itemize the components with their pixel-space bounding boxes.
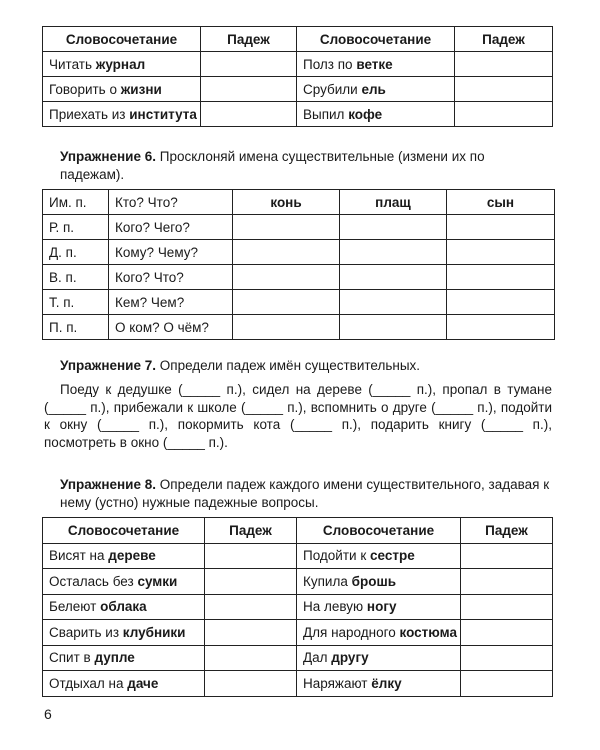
phrase-cell: Полз по ветке <box>297 52 455 77</box>
table-row <box>43 265 555 290</box>
table-row <box>43 315 555 340</box>
exercise-7-instruction: Упражнение 7. Определи падеж имён существительных. <box>60 358 421 373</box>
case-question: Кто? Что? <box>109 190 233 215</box>
answer-cell[interactable] <box>233 215 340 240</box>
case-answer-cell[interactable] <box>461 543 553 569</box>
column-header: Словосочетание <box>297 518 461 544</box>
case-question: Кому? Чему? <box>109 240 233 265</box>
table-row <box>43 543 553 569</box>
answer-cell[interactable] <box>447 290 555 315</box>
phrase-cell: Выпил кофе <box>297 102 455 127</box>
answer-cell[interactable] <box>447 265 555 290</box>
table-header-row <box>43 518 553 544</box>
column-header: Словосочетание <box>43 518 205 544</box>
case-question: Кого? Чего? <box>109 215 233 240</box>
case-label: Т. п. <box>43 290 109 315</box>
case-answer-cell[interactable] <box>455 52 553 77</box>
phrase-cell: Сварить из клубники <box>43 620 205 646</box>
phrase-cell: Читать журнал <box>43 52 201 77</box>
table-row <box>43 215 555 240</box>
phrase-cell: Срубили ель <box>297 77 455 102</box>
table-row <box>43 52 553 77</box>
column-header: сын <box>447 190 555 215</box>
table-row <box>43 77 553 102</box>
declension-table <box>42 189 555 340</box>
case-question: Кем? Чем? <box>109 290 233 315</box>
case-answer-cell[interactable] <box>461 620 553 646</box>
column-header: плащ <box>340 190 447 215</box>
case-answer-cell[interactable] <box>455 102 553 127</box>
page-number: 6 <box>44 706 52 722</box>
case-answer-cell[interactable] <box>455 77 553 102</box>
answer-cell[interactable] <box>447 215 555 240</box>
case-answer-cell[interactable] <box>201 102 297 127</box>
case-label: П. п. <box>43 315 109 340</box>
table-row <box>43 569 553 595</box>
case-answer-cell[interactable] <box>205 569 297 595</box>
phrase-cell: Для народного костюма <box>297 620 461 646</box>
column-header: Падеж <box>201 27 297 52</box>
case-answer-cell[interactable] <box>201 52 297 77</box>
case-answer-cell[interactable] <box>201 77 297 102</box>
table-row <box>43 240 555 265</box>
table-header-row <box>43 190 555 215</box>
column-header: Падеж <box>455 27 553 52</box>
column-header: Падеж <box>461 518 553 544</box>
table-row <box>43 290 555 315</box>
phrase-cell: Висят на дереве <box>43 543 205 569</box>
column-header: Словосочетание <box>43 27 201 52</box>
phrase-cell: Подойти к сестре <box>297 543 461 569</box>
case-answer-cell[interactable] <box>205 594 297 620</box>
phrase-cell: Наряжают ёлку <box>297 671 461 697</box>
answer-cell[interactable] <box>340 315 447 340</box>
case-label: Д. п. <box>43 240 109 265</box>
answer-cell[interactable] <box>340 290 447 315</box>
phrase-cell: Спит в дупле <box>43 645 205 671</box>
case-label: В. п. <box>43 265 109 290</box>
answer-cell[interactable] <box>447 240 555 265</box>
table-row <box>43 102 553 127</box>
phrase-cell: Говорить о жизни <box>43 77 201 102</box>
case-answer-cell[interactable] <box>205 645 297 671</box>
case-answer-cell[interactable] <box>205 620 297 646</box>
case-answer-cell[interactable] <box>461 594 553 620</box>
phrase-cell: Осталась без сумки <box>43 569 205 595</box>
case-question: Кого? Что? <box>109 265 233 290</box>
exercise-8-instruction: Упражнение 8. Определи падеж каждого имени существительного, задавая к нему (устно) нужные падежные вопросы. <box>60 477 550 510</box>
exercise-7-text: Поеду к дедушке (_____ п.), сидел на дереве (_____ п.), пропал в тумане (_____ п.), прибежали к школе (_____ п.), вспомнить о друге (_____ п.), подойти к окну (_____ п.), покормить кота (_____ п.), подарить книгу (_____ п.), посмотреть в окно (_____ п.). <box>44 382 552 450</box>
table-header-row <box>43 27 553 52</box>
phrase-case-table-bottom <box>42 517 553 697</box>
phrase-cell: Купила брошь <box>297 569 461 595</box>
phrase-cell: Приехать из института <box>43 102 201 127</box>
phrase-case-table-top <box>42 26 553 127</box>
table-row <box>43 594 553 620</box>
table-row <box>43 671 553 697</box>
answer-cell[interactable] <box>233 265 340 290</box>
column-header: Падеж <box>205 518 297 544</box>
answer-cell[interactable] <box>340 240 447 265</box>
case-answer-cell[interactable] <box>461 569 553 595</box>
answer-cell[interactable] <box>233 240 340 265</box>
case-answer-cell[interactable] <box>205 671 297 697</box>
column-header: Словосочетание <box>297 27 455 52</box>
case-question: О ком? О чём? <box>109 315 233 340</box>
answer-cell[interactable] <box>447 315 555 340</box>
phrase-cell: Белеют облака <box>43 594 205 620</box>
phrase-cell: Дал другу <box>297 645 461 671</box>
answer-cell[interactable] <box>233 290 340 315</box>
answer-cell[interactable] <box>233 315 340 340</box>
case-answer-cell[interactable] <box>461 645 553 671</box>
answer-cell[interactable] <box>340 265 447 290</box>
case-answer-cell[interactable] <box>461 671 553 697</box>
answer-cell[interactable] <box>340 215 447 240</box>
phrase-cell: Отдыхал на даче <box>43 671 205 697</box>
column-header: конь <box>233 190 340 215</box>
table-row <box>43 620 553 646</box>
table-row <box>43 645 553 671</box>
case-label: Им. п. <box>43 190 109 215</box>
case-label: Р. п. <box>43 215 109 240</box>
case-answer-cell[interactable] <box>205 543 297 569</box>
exercise-6-instruction: Упражнение 6. Просклоняй имена существительные (измени их по падежам). <box>60 149 485 182</box>
phrase-cell: На левую ногу <box>297 594 461 620</box>
